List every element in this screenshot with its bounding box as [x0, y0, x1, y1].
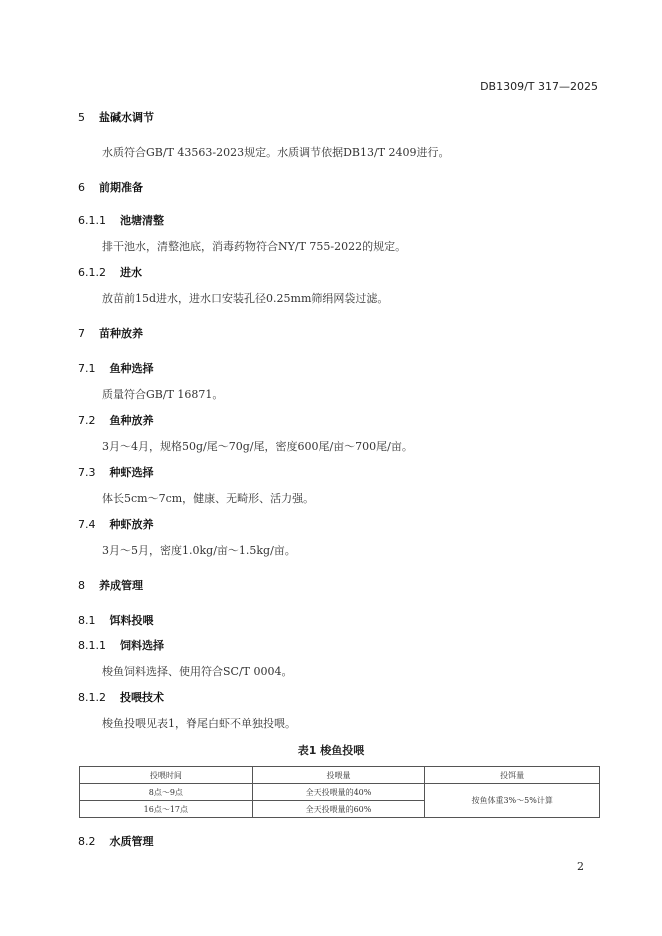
section-heading-8: [78, 577, 143, 593]
section-number: 6: [78, 181, 85, 194]
section-body-5: 水质符合GB/T 43563-2023规定。水质调节依据DB13/T 2409进行。: [102, 146, 450, 159]
section-body-7-2: 3月～4月，规格50g/尾～70g/尾，密度600尾/亩～700尾/亩。: [102, 440, 413, 453]
section-heading-6-1-1: [78, 212, 164, 228]
table-cell-amount: 全天投喂量的60%: [252, 801, 425, 818]
section-body-6-1-1: 排干池水，清整池底，消毒药物符合NY/T 755-2022的规定。: [102, 240, 407, 253]
section-number: 5: [78, 111, 85, 124]
section-number: 7.2: [78, 414, 96, 427]
document-number: DB1309/T 317—2025: [480, 80, 598, 93]
feeding-table: [79, 766, 600, 818]
table-cell-amount: 全天投喂量的40%: [252, 784, 425, 801]
section-title: 鱼种选择: [109, 362, 154, 375]
section-title: 池塘清整: [120, 214, 164, 227]
section-body-8-1-2: 梭鱼投喂见表1，脊尾白虾不单独投喂。: [102, 717, 296, 730]
section-title: 苗种放养: [99, 327, 143, 340]
section-title: 鱼种放养: [109, 414, 154, 427]
table-header-cell: 投喂量: [252, 767, 425, 784]
section-heading-8-2: [78, 833, 154, 849]
section-heading-8-1: [78, 612, 154, 628]
page-number: 2: [577, 860, 584, 873]
section-number: 7.3: [78, 466, 96, 479]
section-title: 种虾选择: [109, 466, 154, 479]
section-title: 种虾放养: [109, 518, 154, 531]
section-heading-6-1-2: [78, 264, 142, 280]
section-number: 8.1.2: [78, 691, 106, 704]
section-body-7-4: 3月～5月，密度1.0kg/亩～1.5kg/亩。: [102, 544, 296, 557]
section-number: 7: [78, 327, 85, 340]
table-caption: 表1 梭鱼投喂: [297, 744, 365, 757]
section-heading-8-1-2: [78, 689, 164, 705]
section-title: 盐碱水调节: [99, 111, 154, 124]
section-number: 7.1: [78, 362, 96, 375]
table-header-row: [80, 767, 600, 784]
section-number: 8.1: [78, 614, 96, 627]
section-title: 水质管理: [109, 835, 154, 848]
section-body-7-1: 质量符合GB/T 16871。: [102, 388, 224, 401]
section-title: 进水: [120, 266, 142, 279]
section-body-6-1-2: 放苗前15d进水，进水口安装孔径0.25mm筛绢网袋过滤。: [102, 292, 389, 305]
section-heading-5: [78, 109, 154, 125]
table-row: [80, 784, 600, 801]
table-header-cell: 投喂时间: [80, 767, 253, 784]
section-body-8-1-1: 梭鱼饲料选择、使用符合SC/T 0004。: [102, 665, 293, 678]
section-number: 8.2: [78, 835, 96, 848]
section-heading-7-3: [78, 464, 154, 480]
section-number: 6.1.1: [78, 214, 106, 227]
section-heading-8-1-1: [78, 637, 164, 653]
section-heading-6: [78, 179, 143, 195]
section-number: 7.4: [78, 518, 96, 531]
table-cell-bait: 按鱼体重3%～5%计算: [425, 784, 600, 818]
section-heading-7-2: [78, 412, 154, 428]
section-title: 养成管理: [99, 579, 143, 592]
section-number: 8.1.1: [78, 639, 106, 652]
section-number: 6.1.2: [78, 266, 106, 279]
section-title: 前期准备: [99, 181, 143, 194]
section-heading-7-4: [78, 516, 154, 532]
section-title: 投喂技术: [120, 691, 164, 704]
table-header-cell: 投饵量: [425, 767, 600, 784]
section-number: 8: [78, 579, 85, 592]
section-heading-7-1: [78, 360, 154, 376]
table-cell-time: 16点～17点: [80, 801, 253, 818]
section-title: 饲料选择: [120, 639, 164, 652]
section-body-7-3: 体长5cm～7cm，健康、无畸形、活力强。: [102, 492, 315, 505]
section-title: 饵料投喂: [109, 614, 154, 627]
section-heading-7: [78, 325, 143, 341]
table-cell-time: 8点～9点: [80, 784, 253, 801]
